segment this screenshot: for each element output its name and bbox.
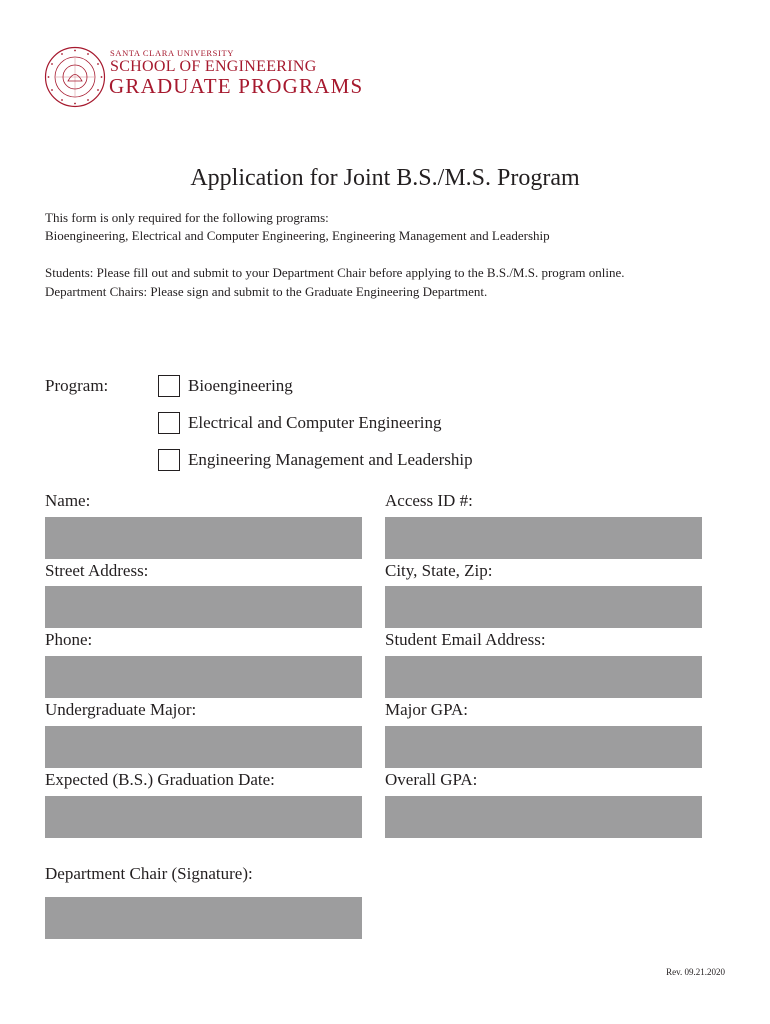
major-gpa-field[interactable] xyxy=(385,726,702,768)
student-email-field[interactable] xyxy=(385,656,702,698)
bioengineering-label: Bioengineering xyxy=(188,376,293,395)
program-option-bioengineering[interactable] xyxy=(158,374,293,398)
ece-label: Electrical and Computer Engineering xyxy=(188,413,442,432)
access-id-label: Access ID #: xyxy=(385,491,473,510)
program-label: Program: xyxy=(45,376,109,395)
logo-university-name: SANTA CLARA UNIVERSITY xyxy=(110,48,234,58)
university-seal-icon xyxy=(44,46,106,108)
chair-signature-label: Department Chair (Signature): xyxy=(45,864,253,883)
page-title: Application for Joint B.S./M.S. Program xyxy=(190,165,580,191)
major-gpa-label: Major GPA: xyxy=(385,700,468,719)
overall-gpa-label: Overall GPA: xyxy=(385,770,478,789)
city-state-zip-label: City, State, Zip: xyxy=(385,561,493,580)
logo-program-name: GRADUATE PROGRAMS xyxy=(109,74,364,98)
phone-label: Phone: xyxy=(45,630,93,649)
street-address-field[interactable] xyxy=(45,586,362,628)
ece-checkbox[interactable] xyxy=(158,412,180,434)
graduation-date-field[interactable] xyxy=(45,796,362,838)
eml-label: Engineering Management and Leadership xyxy=(188,450,473,469)
intro-line-2: Bioengineering, Electrical and Computer Engineering, Engineering Management and Leadership xyxy=(45,228,550,243)
intro-line-1: This form is only required for the following programs: xyxy=(45,210,329,225)
intro-line-3: Students: Please fill out and submit to your Department Chair before applying to the B.S./M.S. program online. xyxy=(45,265,625,280)
eml-checkbox[interactable] xyxy=(158,449,180,471)
program-option-eml[interactable] xyxy=(158,448,473,472)
overall-gpa-field[interactable] xyxy=(385,796,702,838)
revision-note: Rev. 09.21.2020 xyxy=(666,967,725,977)
program-option-ece[interactable] xyxy=(158,411,442,435)
street-address-label: Street Address: xyxy=(45,561,149,580)
intro-line-4: Department Chairs: Please sign and submit to the Graduate Engineering Department. xyxy=(45,284,488,299)
undergrad-major-label: Undergraduate Major: xyxy=(45,700,197,719)
access-id-field[interactable] xyxy=(385,517,702,559)
chair-signature-field[interactable] xyxy=(45,897,362,939)
student-email-label: Student Email Address: xyxy=(385,630,546,649)
bioengineering-checkbox[interactable] xyxy=(158,375,180,397)
phone-field[interactable] xyxy=(45,656,362,698)
undergrad-major-field[interactable] xyxy=(45,726,362,768)
city-state-zip-field[interactable] xyxy=(385,586,702,628)
graduation-date-label: Expected (B.S.) Graduation Date: xyxy=(45,770,275,789)
logo-school-name: SCHOOL OF ENGINEERING xyxy=(110,58,317,75)
name-field[interactable] xyxy=(45,517,362,559)
name-label: Name: xyxy=(45,491,91,510)
